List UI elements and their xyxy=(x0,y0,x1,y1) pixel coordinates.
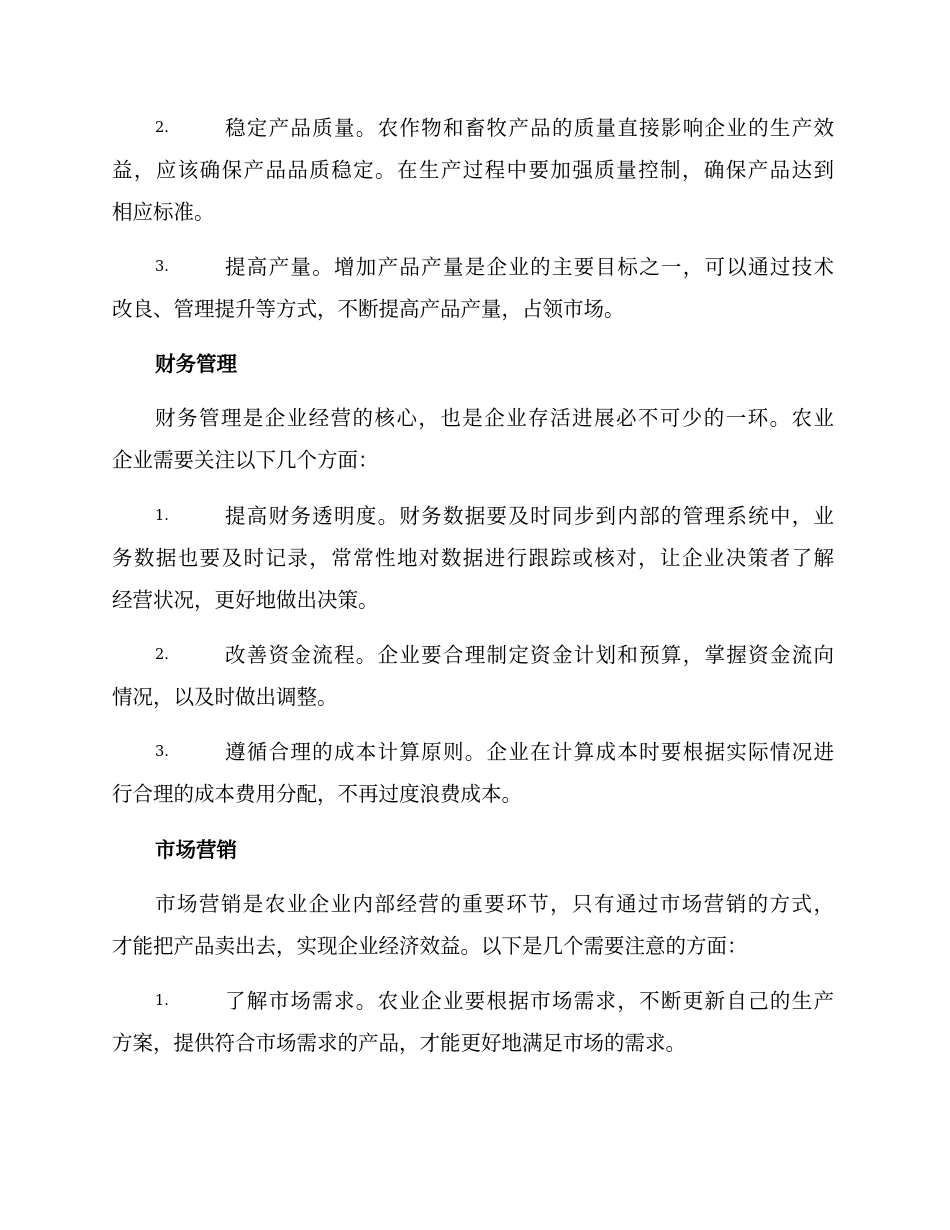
text-line: 情况，以及时做出调整。 xyxy=(112,685,338,709)
section-heading-finance: 财务管理 xyxy=(155,352,237,376)
paragraph-marketing-intro xyxy=(112,883,834,967)
list-number: 2. xyxy=(155,120,169,136)
text-line: 遵循合理的成本计算原则。企业在计算成本时要根据实际情况进 xyxy=(225,740,834,764)
list-number: 3. xyxy=(155,744,169,760)
text-line: 经营状况，更好地做出决策。 xyxy=(112,588,379,612)
list-item-text xyxy=(112,495,834,621)
text-line: 了解市场需求。农业企业要根据市场需求，不断更新自己的生产 xyxy=(225,989,834,1013)
text-line: 行合理的成本费用分配，不再过度浪费成本。 xyxy=(112,782,522,806)
text-line: 提高产量。增加产品产量是企业的主要目标之一，可以通过技术 xyxy=(225,255,834,279)
list-item-text xyxy=(112,246,834,330)
text-line: 务数据也要及时记录，常常性地对数据进行跟踪或核对，让企业决策者了解 xyxy=(112,546,834,570)
text-line: 提高财务透明度。财务数据要及时同步到内部的管理系统中，业 xyxy=(225,504,834,528)
list-number: 3. xyxy=(155,259,169,275)
list-item-text xyxy=(112,634,834,718)
list-number: 1. xyxy=(155,993,169,1009)
text-line: 改善资金流程。企业要合理制定资金计划和预算，掌握资金流向 xyxy=(225,643,834,667)
list-item-text xyxy=(112,107,834,233)
list-number: 1. xyxy=(155,508,169,524)
text-line: 益，应该确保产品品质稳定。在生产过程中要加强质量控制，确保产品达到 xyxy=(112,158,834,182)
text-line: 财务管理是企业经营的核心，也是企业存活进展必不可少的一环。农业 xyxy=(155,406,834,430)
text-line: 企业需要关注以下几个方面： xyxy=(112,448,379,472)
text-line: 才能把产品卖出去，实现企业经济效益。以下是几个需要注意的方面： xyxy=(112,934,748,958)
list-item-text xyxy=(112,731,834,815)
text-line: 稳定产品质量。农作物和畜牧产品的质量直接影响企业的生产效 xyxy=(225,116,834,140)
text-line: 改良、管理提升等方式，不断提高产品产量，占领市场。 xyxy=(112,297,625,321)
text-line: 相应标准。 xyxy=(112,200,215,224)
paragraph-finance-intro xyxy=(112,397,834,481)
list-item-text xyxy=(112,980,834,1064)
section-heading-marketing: 市场营销 xyxy=(155,838,237,862)
text-line: 方案，提供符合市场需求的产品，才能更好地满足市场的需求。 xyxy=(112,1031,686,1055)
list-number: 2. xyxy=(155,647,169,663)
text-line: 市场营销是农业企业内部经营的重要环节，只有通过市场营销的方式， xyxy=(155,892,834,916)
